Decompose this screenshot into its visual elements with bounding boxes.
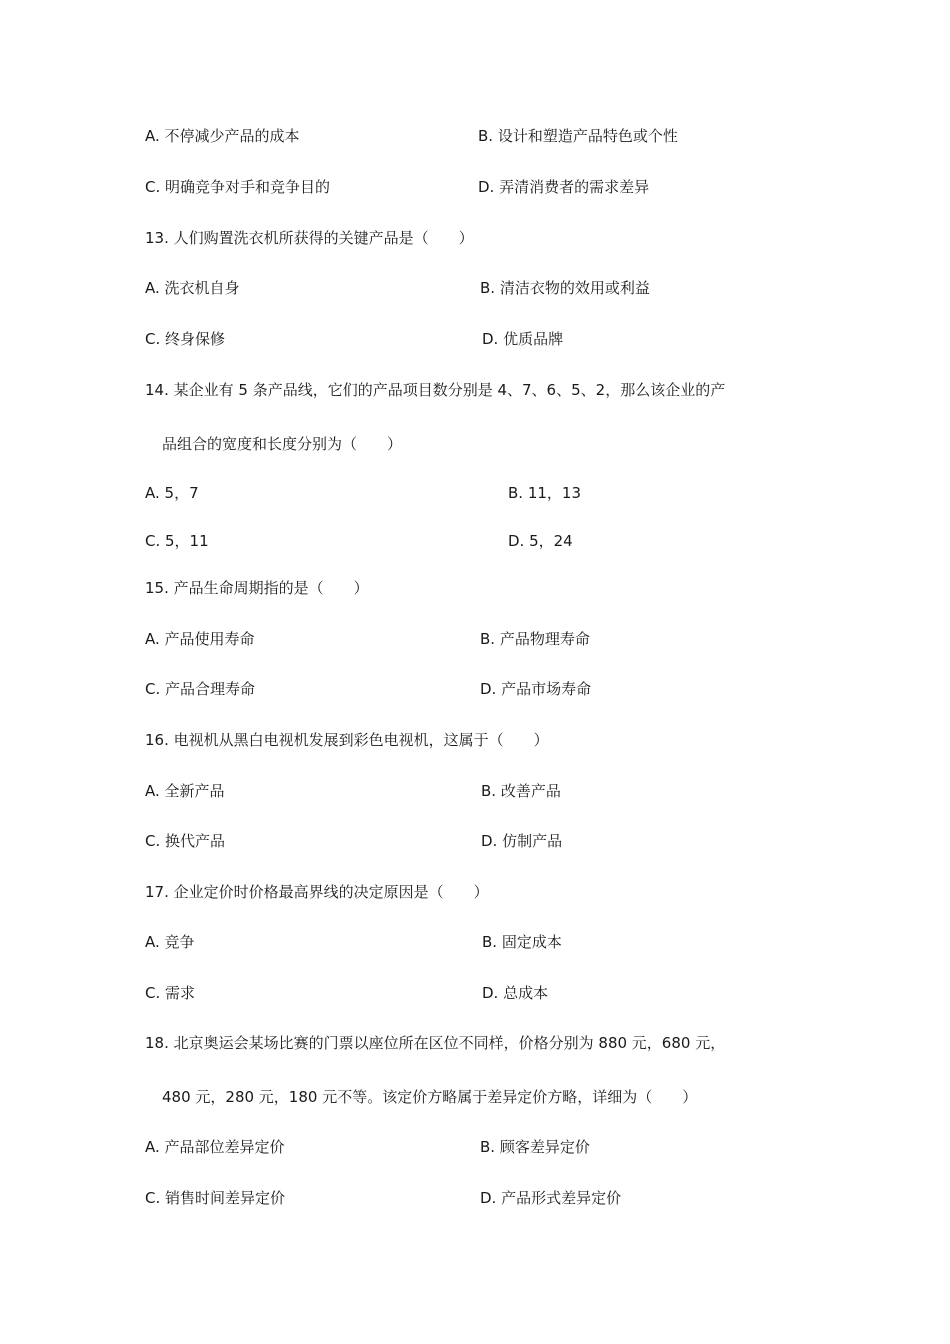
q12-option-c: C. 明确竞争对手和竞争目的 [145, 178, 331, 196]
q13-option-a: A. 洗衣机自身 [145, 279, 240, 297]
q14-option-c: C. 5，11 [145, 532, 209, 550]
q17-option-c: C. 需求 [145, 984, 196, 1002]
q17-option-a: A. 竞争 [145, 933, 195, 951]
q16-option-d: D. 仿制产品 [481, 832, 563, 850]
q18-option-b: B. 顾客差异定价 [480, 1138, 590, 1156]
q15-stem: 15. 产品生命周期指的是（ ） [145, 579, 369, 597]
q16-option-c: C. 换代产品 [145, 832, 226, 850]
q14-option-a: A. 5，7 [145, 484, 199, 502]
q13-option-b: B. 清洁衣物的效用或利益 [480, 279, 650, 297]
q15-option-b: B. 产品物理寿命 [480, 630, 590, 648]
q17-option-d: D. 总成本 [482, 984, 549, 1002]
q16-stem: 16. 电视机从黑白电视机发展到彩色电视机，这属于（ ） [145, 731, 549, 749]
q14-stem-continued: 品组合的宽度和长度分别为（ ） [162, 435, 403, 453]
q13-option-d: D. 优质品牌 [482, 330, 564, 348]
q14-option-d: D. 5，24 [508, 532, 573, 550]
q14-stem: 14. 某企业有 5 条产品线，它们的产品项目数分别是 4、7、6、5、2，那么该企业的产 [145, 381, 726, 399]
q18-stem: 18. 北京奥运会某场比赛的门票以座位所在区位不同样，价格分别为 880 元，680 元， [145, 1034, 726, 1052]
q13-stem: 13. 人们购置洗衣机所获得的关键产品是（ ） [145, 229, 474, 247]
q12-option-d: D. 弄清消费者的需求差异 [478, 178, 650, 196]
q18-option-a: A. 产品部位差异定价 [145, 1138, 285, 1156]
q17-stem: 17. 企业定价时价格最高界线的决定原因是（ ） [145, 883, 489, 901]
q15-option-c: C. 产品合理寿命 [145, 680, 256, 698]
q16-option-a: A. 全新产品 [145, 782, 225, 800]
q16-option-b: B. 改善产品 [481, 782, 561, 800]
q12-option-b: B. 设计和塑造产品特色或个性 [478, 127, 678, 145]
q17-option-b: B. 固定成本 [482, 933, 562, 951]
q14-option-b: B. 11，13 [508, 484, 582, 502]
q13-option-c: C. 终身保修 [145, 330, 226, 348]
q12-option-a: A. 不停减少产品的成本 [145, 127, 300, 145]
q15-option-a: A. 产品使用寿命 [145, 630, 255, 648]
q18-option-d: D. 产品形式差异定价 [480, 1189, 622, 1207]
q18-stem-continued: 480 元，280 元，180 元不等。该定价方略属于差异定价方略，详细为（ ） [162, 1088, 698, 1106]
q18-option-c: C. 销售时间差异定价 [145, 1189, 286, 1207]
q15-option-d: D. 产品市场寿命 [480, 680, 592, 698]
